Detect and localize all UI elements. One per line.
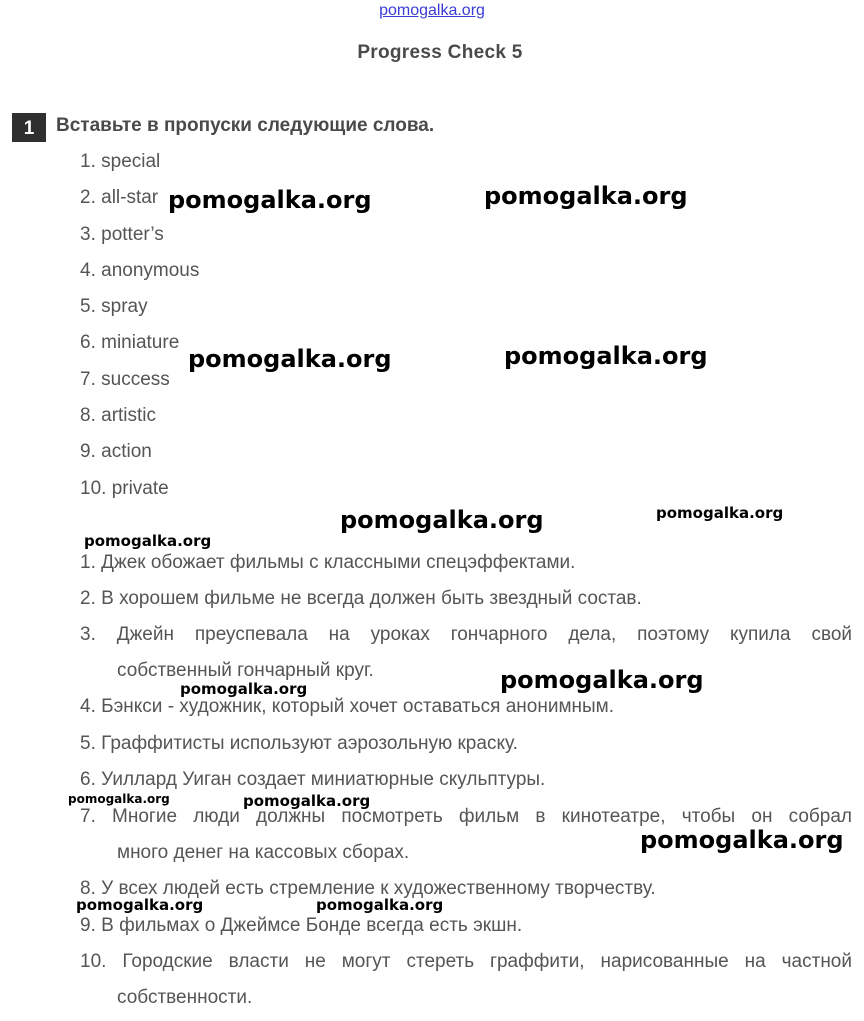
- sentence-continuation: много денег на кассовых сборах.: [117, 842, 410, 863]
- exercise-instruction: Вставьте в пропуски следующие слова.: [56, 115, 435, 136]
- watermark: pomogalka.org: [76, 896, 204, 914]
- watermark: pomogalka.org: [640, 826, 844, 854]
- sentence: 7. Многие люди должны посмотреть фильм в кинотеатре, чтобы он собрал: [80, 806, 852, 827]
- word-item: 3. potter’s: [80, 223, 164, 245]
- watermark: pomogalka.org: [84, 532, 212, 550]
- watermark: pomogalka.org: [340, 506, 544, 534]
- word-item: 7. success: [80, 368, 170, 390]
- sentence: 8. У всех людей есть стремление к художественному творчеству.: [80, 878, 656, 899]
- watermark: pomogalka.org: [500, 666, 704, 694]
- sentence: 1. Джек обожает фильмы с классными спецэффектами.: [80, 552, 576, 573]
- watermark: pomogalka.org: [243, 792, 371, 810]
- sentence: 2. В хорошем фильме не всегда должен быть звездный состав.: [80, 588, 642, 609]
- sentence-continuation: собственности.: [117, 987, 253, 1008]
- sentence: 10. Городские власти не могут стереть граффити, нарисованные на частной: [80, 951, 852, 972]
- sentence: 9. В фильмах о Джеймсе Бонде всегда есть экшн.: [80, 915, 523, 936]
- watermark: pomogalka.org: [188, 345, 392, 373]
- watermark: pomogalka.org: [68, 792, 170, 806]
- watermark: pomogalka.org: [316, 896, 444, 914]
- word-item: 6. miniature: [80, 332, 180, 354]
- word-item: 8. artistic: [80, 405, 157, 427]
- watermark: pomogalka.org: [168, 186, 372, 214]
- word-item: 2. all-star: [80, 187, 159, 209]
- page-title: Progress Check 5: [357, 42, 523, 63]
- watermark: pomogalka.org: [180, 680, 308, 698]
- watermark: pomogalka.org: [504, 342, 708, 370]
- exercise-number-badge: 1: [12, 113, 46, 142]
- watermark: pomogalka.org: [656, 504, 784, 522]
- word-item: 4. anonymous: [80, 259, 200, 281]
- site-link[interactable]: pomogalka.org: [379, 2, 485, 19]
- watermark: pomogalka.org: [484, 182, 688, 210]
- sentence: 4. Бэнкси - художник, который хочет оставаться анонимным.: [80, 696, 615, 717]
- word-item: 9. action: [80, 441, 152, 463]
- sentence: 6. Уиллард Уиган создает миниатюрные скульптуры.: [80, 769, 546, 790]
- sentence: 5. Граффитисты используют аэрозольную краску.: [80, 733, 518, 754]
- sentence: 3. Джейн преуспевала на уроках гончарного дела, поэтому купила свой: [80, 624, 852, 645]
- sentence-continuation: собственный гончарный круг.: [117, 660, 374, 681]
- word-item: 1. special: [80, 151, 161, 172]
- word-item: 5. spray: [80, 296, 148, 318]
- word-item: 10. private: [80, 477, 169, 499]
